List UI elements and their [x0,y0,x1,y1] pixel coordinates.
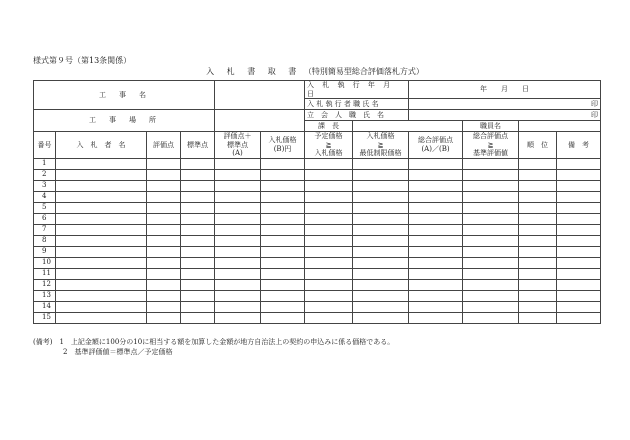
row-cell[interactable] [353,279,409,290]
row-cell[interactable] [353,235,409,246]
row-cell[interactable] [215,290,261,301]
row-cell[interactable] [519,312,557,323]
note-2 [33,347,394,357]
row-cell[interactable] [147,191,181,202]
row-cell[interactable] [215,257,261,268]
row-cell[interactable] [56,312,147,323]
row-cell[interactable] [147,257,181,268]
row-cell[interactable] [215,202,261,213]
row-cell[interactable] [409,279,463,290]
row-cell[interactable] [519,224,557,235]
col-total [409,132,463,159]
table-row [34,246,601,257]
row-cell[interactable] [519,191,557,202]
row-cell[interactable] [261,235,305,246]
form-title [0,66,630,77]
table-row [34,301,601,312]
row-cell[interactable] [181,158,215,169]
row-cell[interactable] [353,301,409,312]
col-price-b-l2: (B)円 [273,144,292,153]
row-cell[interactable] [353,312,409,323]
row-cell[interactable] [557,290,601,301]
row-cell[interactable] [215,169,261,180]
row-cell[interactable] [353,268,409,279]
table-row [34,191,601,202]
row-cell[interactable] [305,290,353,301]
row-cell[interactable] [261,191,305,202]
row-cell[interactable] [463,301,519,312]
row-cell[interactable] [181,257,215,268]
row-cell[interactable] [181,191,215,202]
row-cell[interactable] [305,301,353,312]
row-cell[interactable] [56,191,147,202]
row-cell[interactable] [147,213,181,224]
row-cell[interactable] [261,246,305,257]
col-total-l1: 総合評価点 [418,136,454,145]
row-number: 2 [34,169,56,180]
row-number: 14 [34,301,56,312]
row-cell[interactable] [56,290,147,301]
row-cell[interactable] [519,180,557,191]
row-cell[interactable] [519,235,557,246]
column-header-row [34,132,601,159]
row-cell[interactable] [353,169,409,180]
col-total-std-l1: 総合評価点 [473,132,509,140]
col-total-std-l3: 基準評価値 [473,149,509,157]
col-minimum-l3: 最低制限価格 [359,149,402,157]
row-cell[interactable] [557,180,601,191]
row-cell[interactable] [181,224,215,235]
exec-date-label: 入 札 執 行 年 月 日 [305,81,409,99]
row-cell[interactable] [557,202,601,213]
bid-record-table [33,80,601,324]
row-cell[interactable] [305,235,353,246]
row-cell[interactable] [305,191,353,202]
row-cell[interactable] [181,246,215,257]
row-cell[interactable] [56,180,147,191]
row-number: 12 [34,279,56,290]
row-cell[interactable] [409,169,463,180]
row-cell[interactable] [147,301,181,312]
col-no: 番号 [34,132,56,159]
row-cell[interactable] [215,213,261,224]
row-cell[interactable] [305,246,353,257]
notes [33,337,394,357]
row-cell[interactable] [181,279,215,290]
col-planned-l3: 入札価格 [314,149,343,157]
row-cell[interactable] [463,246,519,257]
row-cell[interactable] [147,202,181,213]
row-cell[interactable] [181,213,215,224]
row-cell[interactable] [557,301,601,312]
row-cell[interactable] [147,312,181,323]
row-cell[interactable] [261,257,305,268]
row-cell[interactable] [409,202,463,213]
section-chief-label: 課 長 [305,121,353,132]
row-cell[interactable] [215,191,261,202]
row-cell[interactable] [409,290,463,301]
exec-date-value[interactable]: 年 月 日 [409,81,601,99]
table-row [34,180,601,191]
form-number: 様式第９号（第13条関係） [33,56,132,65]
row-number: 6 [34,213,56,224]
row-cell[interactable] [353,224,409,235]
row-cell[interactable] [56,301,147,312]
col-sum-a-l1: 評価点＋ [223,132,252,140]
row-cell[interactable] [353,213,409,224]
row-cell[interactable] [557,191,601,202]
row-cell[interactable] [557,169,601,180]
row-cell[interactable] [147,224,181,235]
row-cell[interactable] [557,224,601,235]
table-row [34,202,601,213]
row-cell[interactable] [147,235,181,246]
row-cell[interactable] [305,180,353,191]
row-cell[interactable] [463,169,519,180]
note-1-text: 1 上記金額に100分の10に相当する額を加算した金額が地方自治法上の契約の申込みに係る価格である。 [59,338,395,346]
row-cell[interactable] [557,213,601,224]
row-cell[interactable] [181,202,215,213]
row-cell[interactable] [305,169,353,180]
row-cell[interactable] [463,158,519,169]
col-sum-a [215,132,261,159]
row-cell[interactable] [519,246,557,257]
row-number: 1 [34,158,56,169]
row-cell[interactable] [463,213,519,224]
row-cell[interactable] [557,158,601,169]
col-minimum-l1: 入札価格 [366,132,395,140]
row-cell[interactable] [181,312,215,323]
form-title-main: 入 札 書 取 書 [206,67,302,76]
row-cell[interactable] [215,224,261,235]
col-total-l2: (A)／(B) [421,144,450,153]
col-remarks: 備 考 [557,132,601,159]
row-cell[interactable] [409,301,463,312]
row-cell[interactable] [353,158,409,169]
row-cell[interactable] [305,158,353,169]
row-cell[interactable] [557,246,601,257]
row-cell[interactable] [463,279,519,290]
row-cell[interactable] [305,202,353,213]
row-cell[interactable] [56,169,147,180]
row-cell[interactable] [519,158,557,169]
row-cell[interactable] [353,246,409,257]
row-cell[interactable] [409,246,463,257]
row-cell[interactable] [557,279,601,290]
col-planned-l1: 予定価格 [314,132,343,140]
col-minimum-l2: ≧ [377,140,384,149]
row-cell[interactable] [409,180,463,191]
row-cell[interactable] [261,158,305,169]
row-cell[interactable] [463,290,519,301]
row-cell[interactable] [56,224,147,235]
row-number: 15 [34,312,56,323]
row-cell[interactable] [463,268,519,279]
row-cell[interactable] [147,246,181,257]
row-cell[interactable] [215,180,261,191]
row-number: 4 [34,191,56,202]
row-cell[interactable] [409,213,463,224]
row-cell[interactable] [56,246,147,257]
witness-label: 立 会 人 職 氏 名 [305,110,409,121]
note-2-text: 2 基準評価値＝標準点／予定価格 [63,348,173,356]
row-cell[interactable] [261,279,305,290]
table-row [34,268,601,279]
row-cell[interactable] [409,257,463,268]
row-cell[interactable] [305,268,353,279]
row-cell[interactable] [463,191,519,202]
row-cell[interactable] [215,279,261,290]
executor-label: 入 札 執 行 者 職 氏 名 [305,99,409,110]
bid-rows [34,158,601,323]
row-cell[interactable] [305,279,353,290]
col-standard: 標準点 [181,132,215,159]
col-price-b [261,132,305,159]
row-number: 11 [34,268,56,279]
row-cell[interactable] [181,235,215,246]
col-price-b-l1: 入札価格 [268,136,297,145]
col-minimum [353,132,409,159]
table-row [34,257,601,268]
table-row [34,158,601,169]
row-cell[interactable] [409,312,463,323]
row-cell[interactable] [261,290,305,301]
row-cell[interactable] [261,312,305,323]
row-cell[interactable] [261,169,305,180]
col-bidder: 入 札 者 名 [56,132,147,159]
row-cell[interactable] [305,213,353,224]
section-chief-value[interactable] [353,121,463,132]
row-number: 8 [34,235,56,246]
note-1 [33,337,394,347]
row-cell[interactable] [215,246,261,257]
row-cell[interactable] [463,202,519,213]
row-number: 10 [34,257,56,268]
row-cell[interactable] [305,257,353,268]
row-cell[interactable] [261,180,305,191]
row-cell[interactable] [147,268,181,279]
row-cell[interactable] [181,169,215,180]
row-cell[interactable] [353,180,409,191]
row-cell[interactable] [409,224,463,235]
row-cell[interactable] [56,213,147,224]
row-cell[interactable] [409,158,463,169]
row-cell[interactable] [261,213,305,224]
row-cell[interactable] [56,202,147,213]
work-place-value[interactable] [215,110,305,132]
row-cell[interactable] [181,290,215,301]
row-cell[interactable] [147,158,181,169]
row-cell[interactable] [56,268,147,279]
row-cell[interactable] [305,224,353,235]
row-number: 9 [34,246,56,257]
executor-seal: 印 [409,99,601,110]
row-cell[interactable] [215,235,261,246]
row-cell[interactable] [409,235,463,246]
row-cell[interactable] [557,268,601,279]
row-cell[interactable] [519,257,557,268]
work-place-label: 工 事 場 所 [34,110,215,132]
table-row [34,290,601,301]
row-cell[interactable] [147,180,181,191]
row-cell[interactable] [56,279,147,290]
row-cell[interactable] [519,301,557,312]
col-rank: 順 位 [519,132,557,159]
row-number: 3 [34,180,56,191]
col-total-std-l2: ≧ [487,140,494,149]
row-cell[interactable] [181,301,215,312]
row-cell[interactable] [409,191,463,202]
row-cell[interactable] [353,191,409,202]
row-cell[interactable] [519,268,557,279]
row-cell[interactable] [261,202,305,213]
row-cell[interactable] [557,257,601,268]
row-cell[interactable] [353,290,409,301]
row-cell[interactable] [215,268,261,279]
col-planned-l2: ≧ [325,140,332,149]
table-row [34,279,601,290]
col-score: 評価点 [147,132,181,159]
row-cell[interactable] [56,235,147,246]
row-cell[interactable] [56,257,147,268]
row-cell[interactable] [519,169,557,180]
row-number: 13 [34,290,56,301]
row-cell[interactable] [261,301,305,312]
row-cell[interactable] [519,213,557,224]
table-row [34,224,601,235]
row-cell[interactable] [215,158,261,169]
row-cell[interactable] [409,268,463,279]
table-row [34,213,601,224]
col-sum-a-l3: (A) [232,149,243,157]
col-planned [305,132,353,159]
row-cell[interactable] [56,158,147,169]
table-row [34,235,601,246]
col-sum-a-l2: 標準点 [227,140,248,149]
row-cell[interactable] [519,202,557,213]
row-cell[interactable] [557,312,601,323]
row-cell[interactable] [181,180,215,191]
row-cell[interactable] [463,180,519,191]
row-cell[interactable] [463,312,519,323]
row-number: 7 [34,224,56,235]
col-total-std [463,132,519,159]
row-cell[interactable] [463,257,519,268]
witness-seal: 印 [409,110,601,121]
row-cell[interactable] [463,235,519,246]
staff-value[interactable] [519,121,601,132]
row-cell[interactable] [261,268,305,279]
work-name-label: 工 事 名 [34,81,215,110]
row-cell[interactable] [305,312,353,323]
row-cell[interactable] [215,301,261,312]
row-cell[interactable] [463,224,519,235]
row-number: 5 [34,202,56,213]
row-cell[interactable] [557,235,601,246]
row-cell[interactable] [147,290,181,301]
row-cell[interactable] [147,279,181,290]
table-row [34,169,601,180]
row-cell[interactable] [181,268,215,279]
table-row [34,312,601,323]
row-cell[interactable] [215,312,261,323]
row-cell[interactable] [147,169,181,180]
row-cell[interactable] [519,290,557,301]
work-name-value[interactable] [215,81,305,110]
notes-prefix: (備考) [33,338,53,346]
row-cell[interactable] [353,202,409,213]
form-title-sub: （特別簡易型総合評価落札方式） [303,67,424,76]
row-cell[interactable] [353,257,409,268]
row-cell[interactable] [519,279,557,290]
row-cell[interactable] [261,224,305,235]
staff-label: 職員名 [463,121,519,132]
